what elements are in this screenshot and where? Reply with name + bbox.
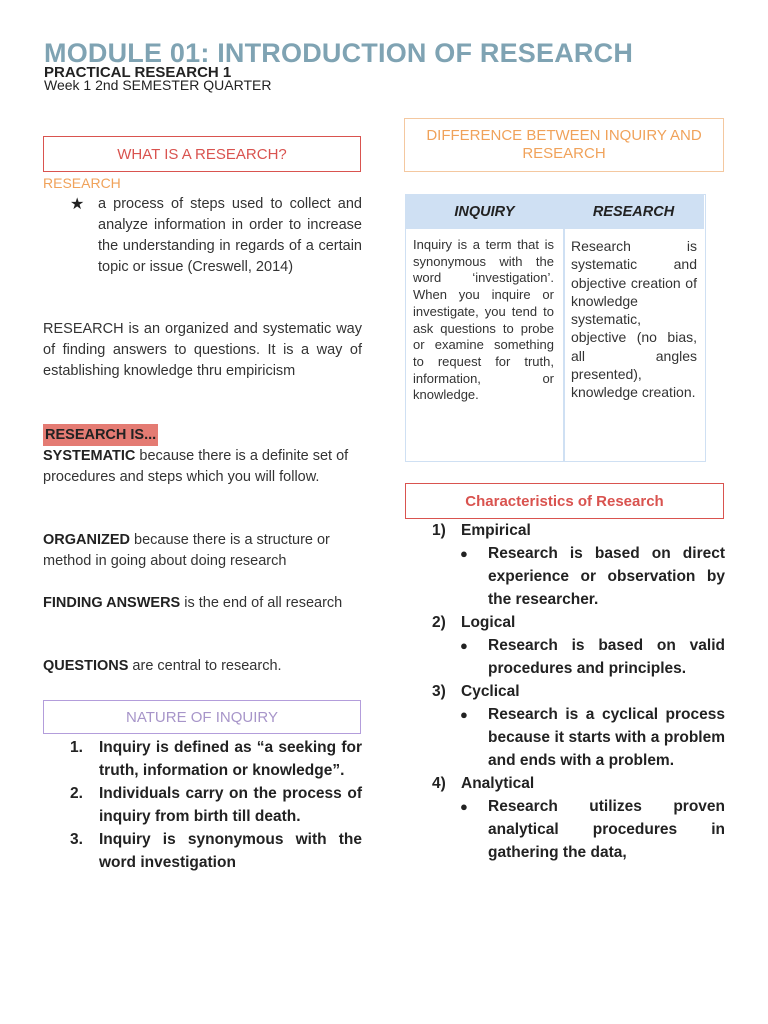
module-title: MODULE 01: INTRODUCTION OF RESEARCH: [44, 38, 634, 68]
characteristics-list: [432, 519, 725, 864]
star-icon: ★: [70, 196, 85, 213]
nature-list: [70, 736, 362, 874]
characteristic-label: Logical: [461, 614, 516, 631]
bullet-icon: ●: [460, 799, 468, 814]
characteristic-number: 4): [432, 775, 446, 792]
term-desc: because there is a definite set of procedures and steps which you will follow.: [43, 448, 349, 485]
research-subheading: RESEARCH: [43, 175, 121, 191]
characteristic-heading: [432, 772, 725, 795]
characteristic-desc-item: [460, 634, 725, 680]
characteristic-desc-item: [460, 703, 725, 772]
difference-heading: [404, 118, 724, 172]
list-text: Individuals carry on the process of inquiry from birth till death.: [99, 785, 362, 825]
table-header-research: RESEARCH: [563, 195, 704, 229]
characteristic-desc-item: [460, 795, 725, 864]
characteristic-heading: [432, 680, 725, 703]
term-desc: are central to research.: [128, 658, 282, 674]
characteristic-desc: Research utilizes proven analytical procedures in gathering the data,: [488, 798, 725, 861]
nature-of-inquiry-heading: [43, 700, 361, 734]
course-name: PRACTICAL RESEARCH 1: [44, 64, 232, 81]
table-header-inquiry: INQUIRY: [406, 195, 563, 229]
term-systematic: [43, 446, 362, 488]
week-label: Week 1 2nd SEMESTER QUARTER: [44, 77, 272, 93]
list-number: 1.: [70, 739, 83, 756]
list-item: [70, 736, 362, 782]
term-name: ORGANIZED: [43, 532, 130, 548]
what-is-research-heading: [43, 136, 361, 172]
characteristics-label: Characteristics of Research: [465, 492, 664, 510]
list-text: Inquiry is defined as “a seeking for truth, information or knowledge”.: [99, 739, 362, 779]
characteristic-desc-item: [460, 542, 725, 611]
list-item: [70, 782, 362, 828]
characteristic-label: Cyclical: [461, 683, 520, 700]
characteristic-label: Empirical: [461, 522, 531, 539]
term-organized: [43, 530, 362, 572]
definition-text: a process of steps used to collect and analyze information in order to increase the understanding in regards of a certain topic or issue (Creswell, 2014): [98, 196, 362, 275]
term-name: FINDING ANSWERS: [43, 595, 181, 611]
table-divider: [563, 229, 565, 461]
characteristic-number: 3): [432, 683, 446, 700]
difference-label: DIFFERENCE BETWEEN INQUIRY AND RESEARCH: [426, 127, 702, 162]
bullet-icon: ●: [460, 638, 468, 653]
characteristic-heading: [432, 611, 725, 634]
bullet-icon: ●: [460, 707, 468, 722]
characteristic-number: 1): [432, 522, 446, 539]
characteristics-heading: [405, 483, 724, 519]
table-cell-inquiry: Inquiry is a term that is synonymous with the word ‘investigation’. When you inquire or investigate, you tend to ask questions to probe or examine something to request for truth, information, or knowledge.: [413, 237, 554, 403]
list-number: 2.: [70, 785, 83, 802]
term-desc: is the end of all research: [180, 595, 343, 611]
table-cell-research: Research is systematic and objective creation of knowledge systematic, objective (no bias, all angles presented), knowledge creation.: [571, 238, 697, 401]
list-item: [70, 828, 362, 874]
term-finding-answers: [43, 593, 362, 614]
characteristic-desc: Research is a cyclical process because it starts with a problem and ends with a problem.: [488, 706, 725, 769]
characteristic-label: Analytical: [461, 775, 535, 792]
characteristic-desc: Research is based on valid procedures and principles.: [488, 637, 725, 677]
research-is-label: RESEARCH IS...: [43, 424, 158, 446]
what-is-research-label: WHAT IS A RESEARCH?: [117, 145, 287, 163]
bullet-icon: ●: [460, 546, 468, 561]
term-desc: because there is a structure or method in going about doing research: [43, 532, 330, 569]
nature-of-inquiry-label: NATURE OF INQUIRY: [126, 708, 278, 726]
list-number: 3.: [70, 831, 83, 848]
term-name: QUESTIONS: [43, 658, 129, 674]
characteristic-number: 2): [432, 614, 446, 631]
characteristic-desc: Research is based on direct experience or observation by the researcher.: [488, 545, 725, 608]
term-name: SYSTEMATIC: [43, 448, 136, 464]
characteristic-heading: [432, 519, 725, 542]
term-questions: [43, 656, 362, 677]
research-paragraph: RESEARCH is an organized and systematic way of finding answers to questions. It is a way of establishing knowledge thru empiricism: [43, 321, 362, 379]
comparison-table: [405, 194, 706, 462]
list-text: Inquiry is synonymous with the word investigation: [99, 831, 362, 871]
